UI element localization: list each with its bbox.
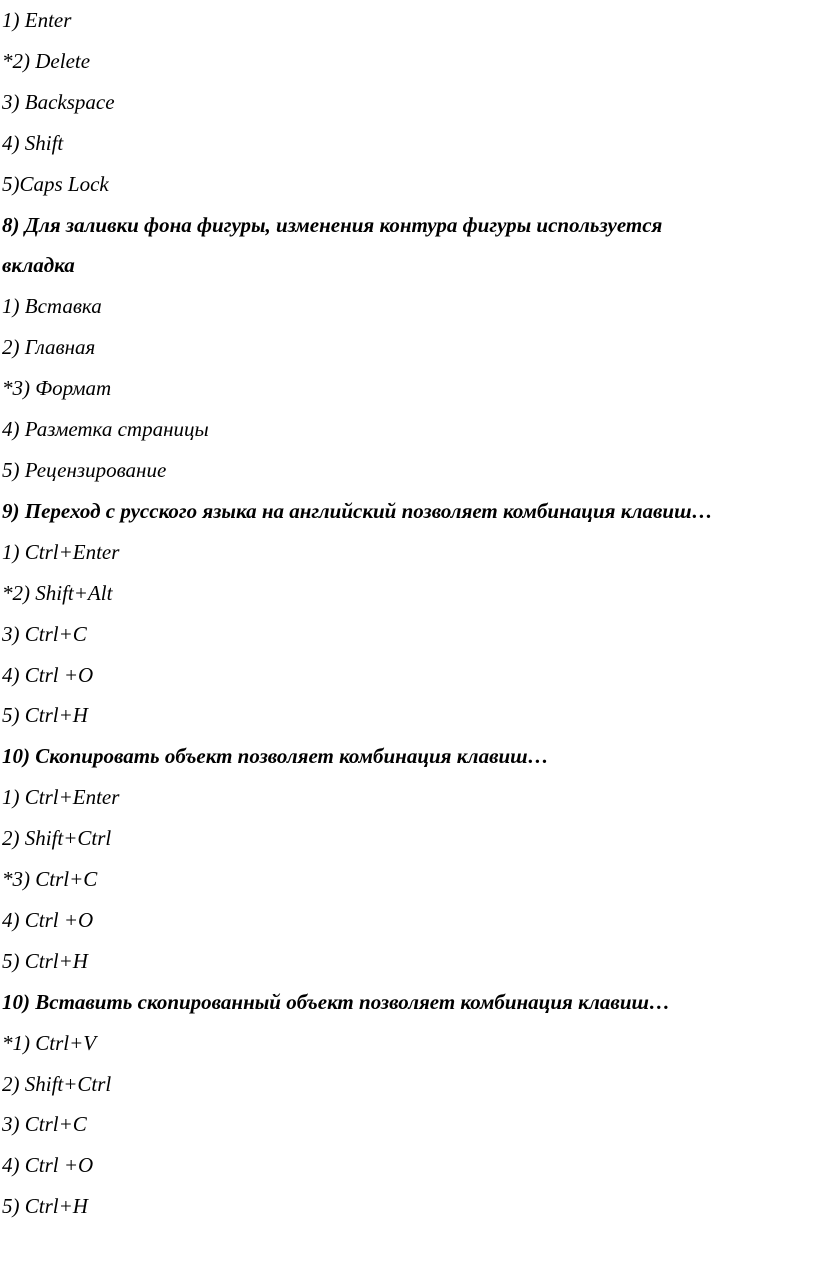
answer-option: *2) Delete <box>2 48 91 73</box>
answer-option: 2) Shift+Ctrl <box>2 1071 112 1096</box>
answer-option: 5) Рецензирование <box>2 457 167 482</box>
answer-option: 4) Ctrl +O <box>2 1153 94 1178</box>
answer-option: 2) Главная <box>2 335 96 360</box>
answer-option: 3) Ctrl+C <box>2 621 87 646</box>
answer-option: *3) Ctrl+C <box>2 867 98 892</box>
answer-option: 4) Разметка страницы <box>2 417 209 442</box>
question-heading-continuation: вкладка <box>2 253 75 278</box>
answer-option: 4) Ctrl +O <box>2 907 94 932</box>
answer-option: 5) Ctrl+H <box>2 703 88 728</box>
answer-option: 5) Ctrl+H <box>2 1194 88 1219</box>
answer-option: 3) Ctrl+C <box>2 1112 87 1137</box>
answer-option: *2) Shift+Alt <box>2 580 113 605</box>
answer-option: 5) Ctrl+H <box>2 948 88 973</box>
answer-option: 2) Shift+Ctrl <box>2 826 112 851</box>
question-heading: 8) Для заливки фона фигуры, изменения контура фигуры используется <box>2 212 663 237</box>
answer-option: 1) Ctrl+Enter <box>2 539 120 564</box>
document-page <box>2 0 812 1227</box>
answer-option: *3) Формат <box>2 376 112 401</box>
answer-option: *1) Ctrl+V <box>2 1030 97 1055</box>
answer-option: 1) Enter <box>2 8 72 32</box>
answer-option: 5)Caps Lock <box>2 171 109 196</box>
answer-option: 1) Ctrl+Enter <box>2 785 120 810</box>
answer-option: 4) Ctrl +O <box>2 662 94 687</box>
answer-option: 4) Shift <box>2 130 64 155</box>
question-heading: 9) Переход с русского языка на английский позволяет комбинация клавиш… <box>2 498 713 523</box>
answer-option: 1) Вставка <box>2 294 102 319</box>
question-heading: 10) Скопировать объект позволяет комбинация клавиш… <box>2 744 549 769</box>
question-heading: 10) Вставить скопированный объект позволяет комбинация клавиш… <box>2 989 670 1014</box>
answer-option: 3) Backspace <box>2 89 115 114</box>
